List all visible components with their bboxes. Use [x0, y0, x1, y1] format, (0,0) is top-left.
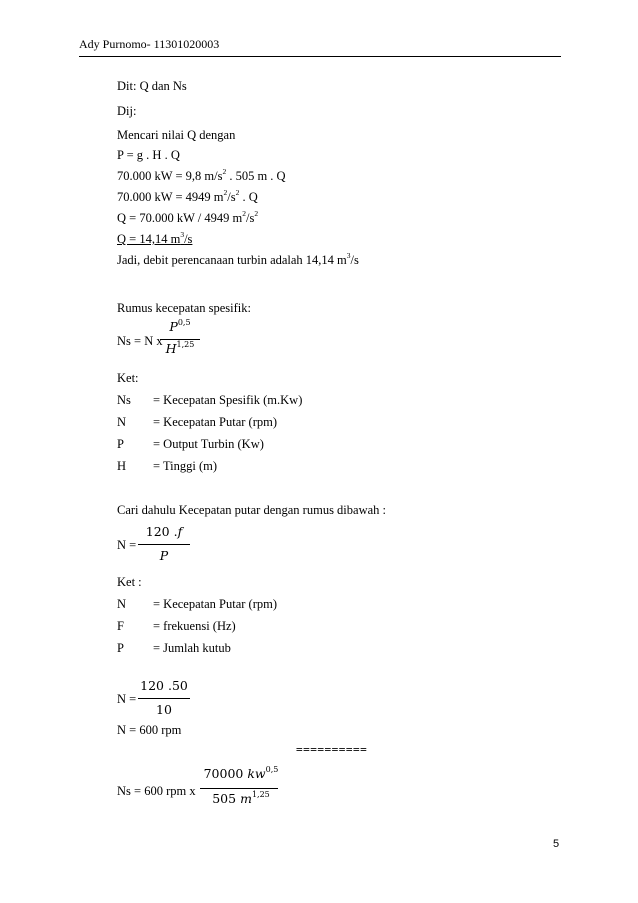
separator-line: ========== [296, 743, 368, 756]
line-calc2 [117, 190, 258, 205]
ket1-desc-ns: = Kecepatan Spesifik (m.Kw) [153, 393, 303, 407]
result-sup: 3 [180, 230, 185, 239]
ns-num-base: P [169, 319, 178, 334]
header-rule [79, 56, 561, 57]
calc2-sup2: 2 [235, 188, 240, 197]
line-n-result: N = 600 rpm [117, 723, 182, 737]
ns2-label: Ns = 600 rpm x [117, 784, 196, 798]
calc3-b: /s [245, 211, 255, 225]
line-dit: Dit: Q dan Ns [117, 79, 187, 93]
n-numerator [138, 524, 190, 539]
ns-den-exp: 1,25 [176, 340, 195, 349]
ket2-sym-p: P [117, 641, 124, 655]
ket2-desc-f: = frekuensi (Hz) [153, 619, 236, 633]
calc3-a: Q = 70.000 kW / 4949 m [117, 211, 243, 225]
line-jadi [117, 253, 359, 268]
line-result-q [117, 232, 192, 247]
calc3-sup1: 2 [242, 209, 246, 218]
ket1-sym-ns: Ns [117, 393, 131, 407]
ket1-sym-n: N [117, 415, 127, 429]
ns-formula-fraction [160, 319, 200, 359]
line-p-eq: P = g . H . Q [117, 148, 180, 162]
ns2-num-unit: kw [247, 766, 266, 781]
ns-num-exp: 0,5 [177, 318, 191, 327]
calc2-c: . Q [239, 190, 258, 204]
n-fraction-bar [138, 544, 190, 545]
ns2-den-unit: m [240, 791, 252, 806]
ket2-desc-p: = Jumlah kutub [153, 641, 231, 655]
line-ket1: Ket: [117, 371, 139, 385]
calc2-b: /s [227, 190, 236, 204]
ket2-sym-f: F [117, 619, 124, 633]
ket2-sym-n: N [117, 597, 127, 611]
ns2-num-text: 70000 [203, 766, 248, 781]
ns2-num-exp: 0,5 [265, 765, 279, 774]
result-a: Q = 14,14 m [117, 232, 181, 246]
calc1-b: . 505 m . Q [226, 169, 286, 183]
n-num-text: 120 . [145, 524, 178, 539]
jadi-b: /s [350, 253, 359, 267]
ns2-fraction-bar [200, 788, 278, 789]
line-rumus: Rumus kecepatan spesifik: [117, 301, 251, 315]
line-cari: Cari dahulu Kecepatan putar dengan rumus dibawah : [117, 503, 387, 517]
n2-denominator: 10 [156, 702, 172, 717]
jadi-a: Jadi, debit perencanaan turbin adalah 14,14 m [117, 253, 347, 267]
n-label: N = [117, 538, 137, 552]
line-dij: Dij: [117, 104, 137, 118]
ns2-fraction [200, 766, 282, 808]
ket2-desc-n: = Kecepatan Putar (rpm) [153, 597, 278, 611]
ns-numerator [160, 319, 200, 334]
line-calc1 [117, 169, 286, 184]
ket1-sym-p: P [117, 437, 124, 451]
ket1-desc-h: = Tinggi (m) [153, 459, 218, 473]
ns-label: Ns = N x [117, 334, 163, 348]
n-formula-fraction [138, 524, 190, 566]
line-ket2: Ket : [117, 575, 142, 589]
n2-fraction [138, 678, 190, 720]
calc1-a: 70.000 kW = 9,8 m/s [117, 169, 223, 183]
ns-den-base: H [165, 341, 177, 356]
n2-numerator: 120 .50 [140, 678, 188, 693]
ns2-denominator [200, 791, 282, 806]
calc2-a: 70.000 kW = 4949 m [117, 190, 224, 204]
ket1-sym-h: H [117, 459, 127, 473]
ns-denominator [160, 341, 200, 356]
calc2-sup1: 2 [223, 188, 228, 197]
line-calc3 [117, 211, 258, 226]
result-b: /s [184, 232, 193, 246]
line-mencari: Mencari nilai Q dengan [117, 128, 236, 142]
page-number: 5 [553, 838, 560, 850]
calc3-sup2: 2 [254, 209, 259, 218]
n-denominator: P [159, 548, 169, 563]
n2-label: N = [117, 692, 137, 706]
jadi-sup: 3 [346, 251, 351, 260]
ket1-desc-p: = Output Turbin (Kw) [153, 437, 264, 451]
calc1-sup: 2 [222, 167, 227, 176]
ns2-den-text: 505 [212, 791, 241, 806]
n-num-var: f [177, 524, 183, 539]
ns2-numerator [200, 766, 282, 781]
ns2-den-exp: 1,25 [251, 790, 270, 799]
n2-fraction-bar [138, 698, 190, 699]
page-header-author: Ady Purnomo- 11301020003 [79, 37, 220, 51]
ket1-desc-n: = Kecepatan Putar (rpm) [153, 415, 278, 429]
